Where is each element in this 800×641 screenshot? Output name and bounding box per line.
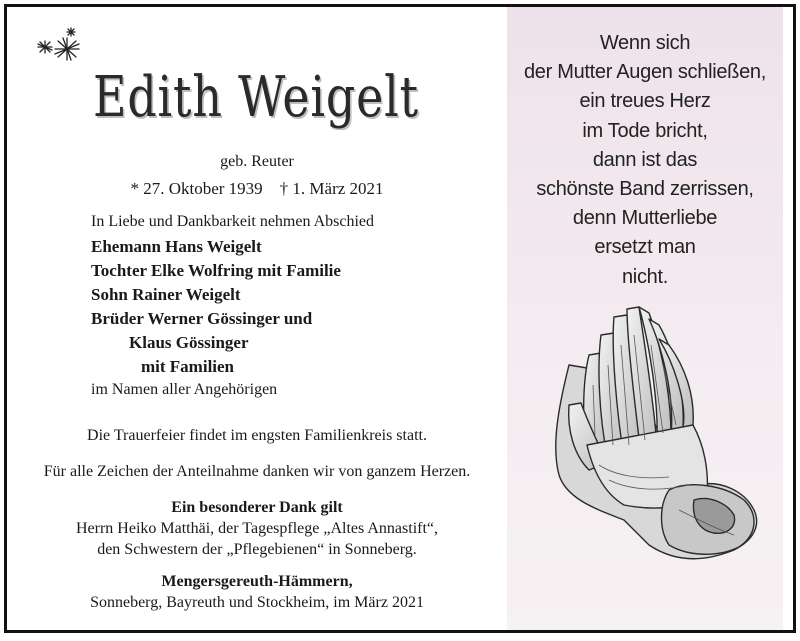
poem-line: ein treues Herz — [579, 90, 711, 113]
poem-line: nicht. — [621, 265, 668, 288]
poem — [507, 29, 783, 292]
ceremony-notice: Die Trauerfeier findet im engsten Familienkreis statt. — [87, 427, 427, 444]
poem-line: dann ist das — [592, 148, 698, 171]
special-thanks-line: Herrn Heiko Matthäi, der Tagespflege „Altes Annastift“, — [75, 520, 439, 537]
family-member: Klaus Gössinger — [129, 333, 249, 352]
family-member: mit Familien — [141, 357, 235, 376]
obituary-notice — [4, 4, 796, 633]
special-thanks-line: den Schwestern der „Pflegebienen“ in Sonneberg. — [97, 541, 417, 558]
poem-line: schönste Band zerrissen, — [536, 178, 754, 201]
left-column — [7, 7, 507, 630]
poem-line: Wenn sich — [599, 32, 691, 54]
family-member: Ehemann Hans Weigelt — [91, 237, 262, 256]
poem-line: denn Mutterliebe — [572, 207, 718, 230]
praying-hands-icon — [529, 295, 769, 585]
family-member: Tochter Elke Wolfring mit Familie — [91, 261, 341, 280]
farewell-intro: In Liebe und Dankbarkeit nehmen Abschied — [91, 213, 375, 230]
family-member: Brüder Werner Gössinger und — [91, 309, 313, 328]
poem-panel — [507, 7, 783, 630]
poem-line: ersetzt man — [594, 236, 696, 259]
stars-icon — [33, 25, 85, 69]
place-heading: Mengersgereuth-Hämmern, — [161, 573, 353, 590]
thanks-notice: Für alle Zeichen der Anteilnahme danken wir von ganzem Herzen. — [43, 463, 471, 480]
special-thanks-heading: Ein besonderer Dank gilt — [171, 499, 343, 516]
poem-line: der Mutter Augen schließen, — [523, 61, 767, 84]
poem-line: im Tode bricht, — [582, 119, 708, 142]
family-member: Sohn Rainer Weigelt — [91, 285, 241, 304]
place-date: Sonneberg, Bayreuth und Stockheim, im März 2021 — [90, 594, 424, 611]
life-dates: * 27. Oktober 1939 † 1. März 2021 — [130, 179, 384, 198]
deceased-name: Edith Weigelt — [93, 65, 419, 130]
farewell-outro: im Namen aller Angehörigen — [91, 381, 278, 398]
birth-name: geb. Reuter — [220, 153, 294, 170]
